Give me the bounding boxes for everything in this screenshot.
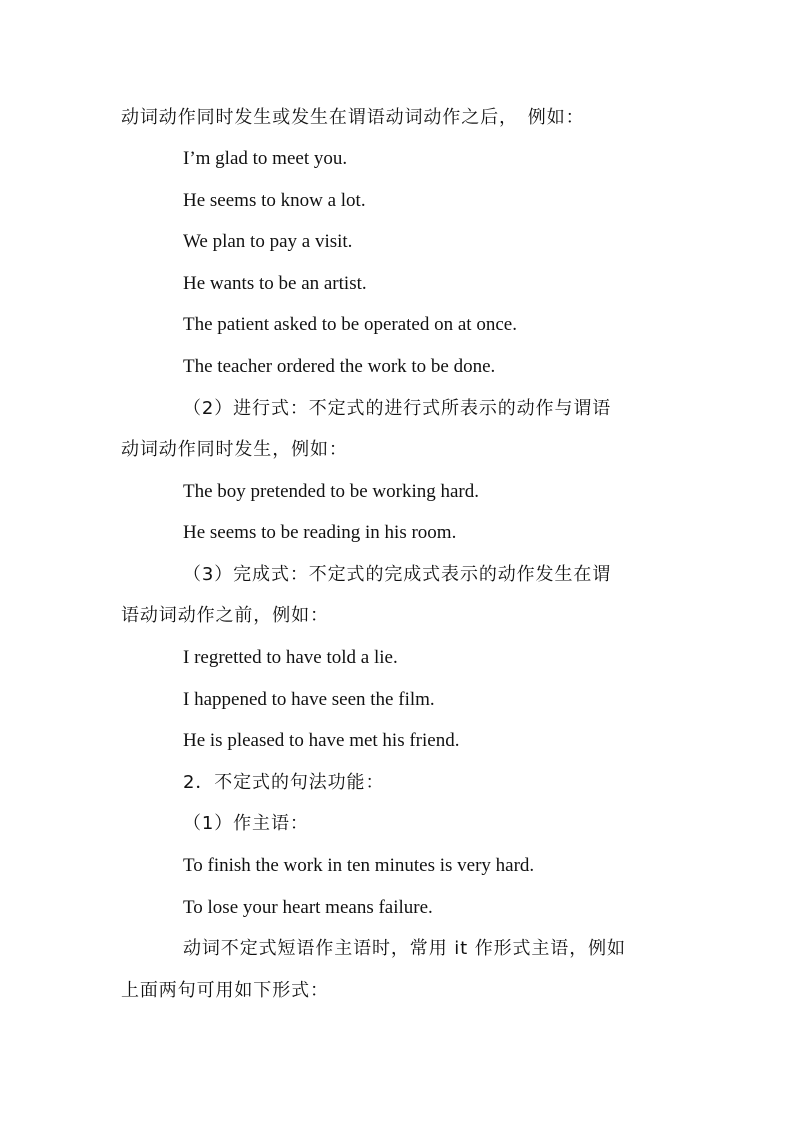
example-sentence: He is pleased to have met his friend. [183, 730, 460, 751]
section-heading-syntax: 2．不定式的句法功能： [183, 772, 385, 793]
example-sentence: I happened to have seen the film. [183, 689, 435, 710]
example-sentence: I’m glad to meet you. [183, 148, 348, 169]
paragraph-line: 上面两句可用如下形式： [121, 980, 329, 1001]
example-sentence: He seems to know a lot. [183, 190, 366, 211]
subsection-heading-subject: （1）作主语： [183, 813, 309, 834]
section-heading-perfect: （3）完成式：不定式的完成式表示的动作发生在谓 [183, 564, 612, 585]
example-sentence: The boy pretended to be working hard. [183, 481, 479, 502]
section-heading-progressive: （2）进行式：不定式的进行式所表示的动作与谓语 [183, 398, 612, 419]
example-sentence: To lose your heart means failure. [183, 897, 433, 918]
paragraph-continuation-line: 动词动作同时发生或发生在谓语动词动作之后， 例如： [121, 107, 585, 128]
example-sentence: To finish the work in ten minutes is very hard. [183, 855, 535, 876]
paragraph-line: 语动词动作之前，例如： [121, 605, 329, 626]
example-sentence: The teacher ordered the work to be done. [183, 356, 496, 377]
paragraph-line: 动词不定式短语作主语时，常用 it 作形式主语，例如 [183, 938, 626, 959]
paragraph-line: 动词动作同时发生，例如： [121, 439, 348, 460]
example-sentence: He seems to be reading in his room. [183, 522, 457, 543]
example-sentence: The patient asked to be operated on at once. [183, 314, 517, 335]
example-sentence: I regretted to have told a lie. [183, 647, 398, 668]
example-sentence: We plan to pay a visit. [183, 231, 353, 252]
example-sentence: He wants to be an artist. [183, 273, 367, 294]
